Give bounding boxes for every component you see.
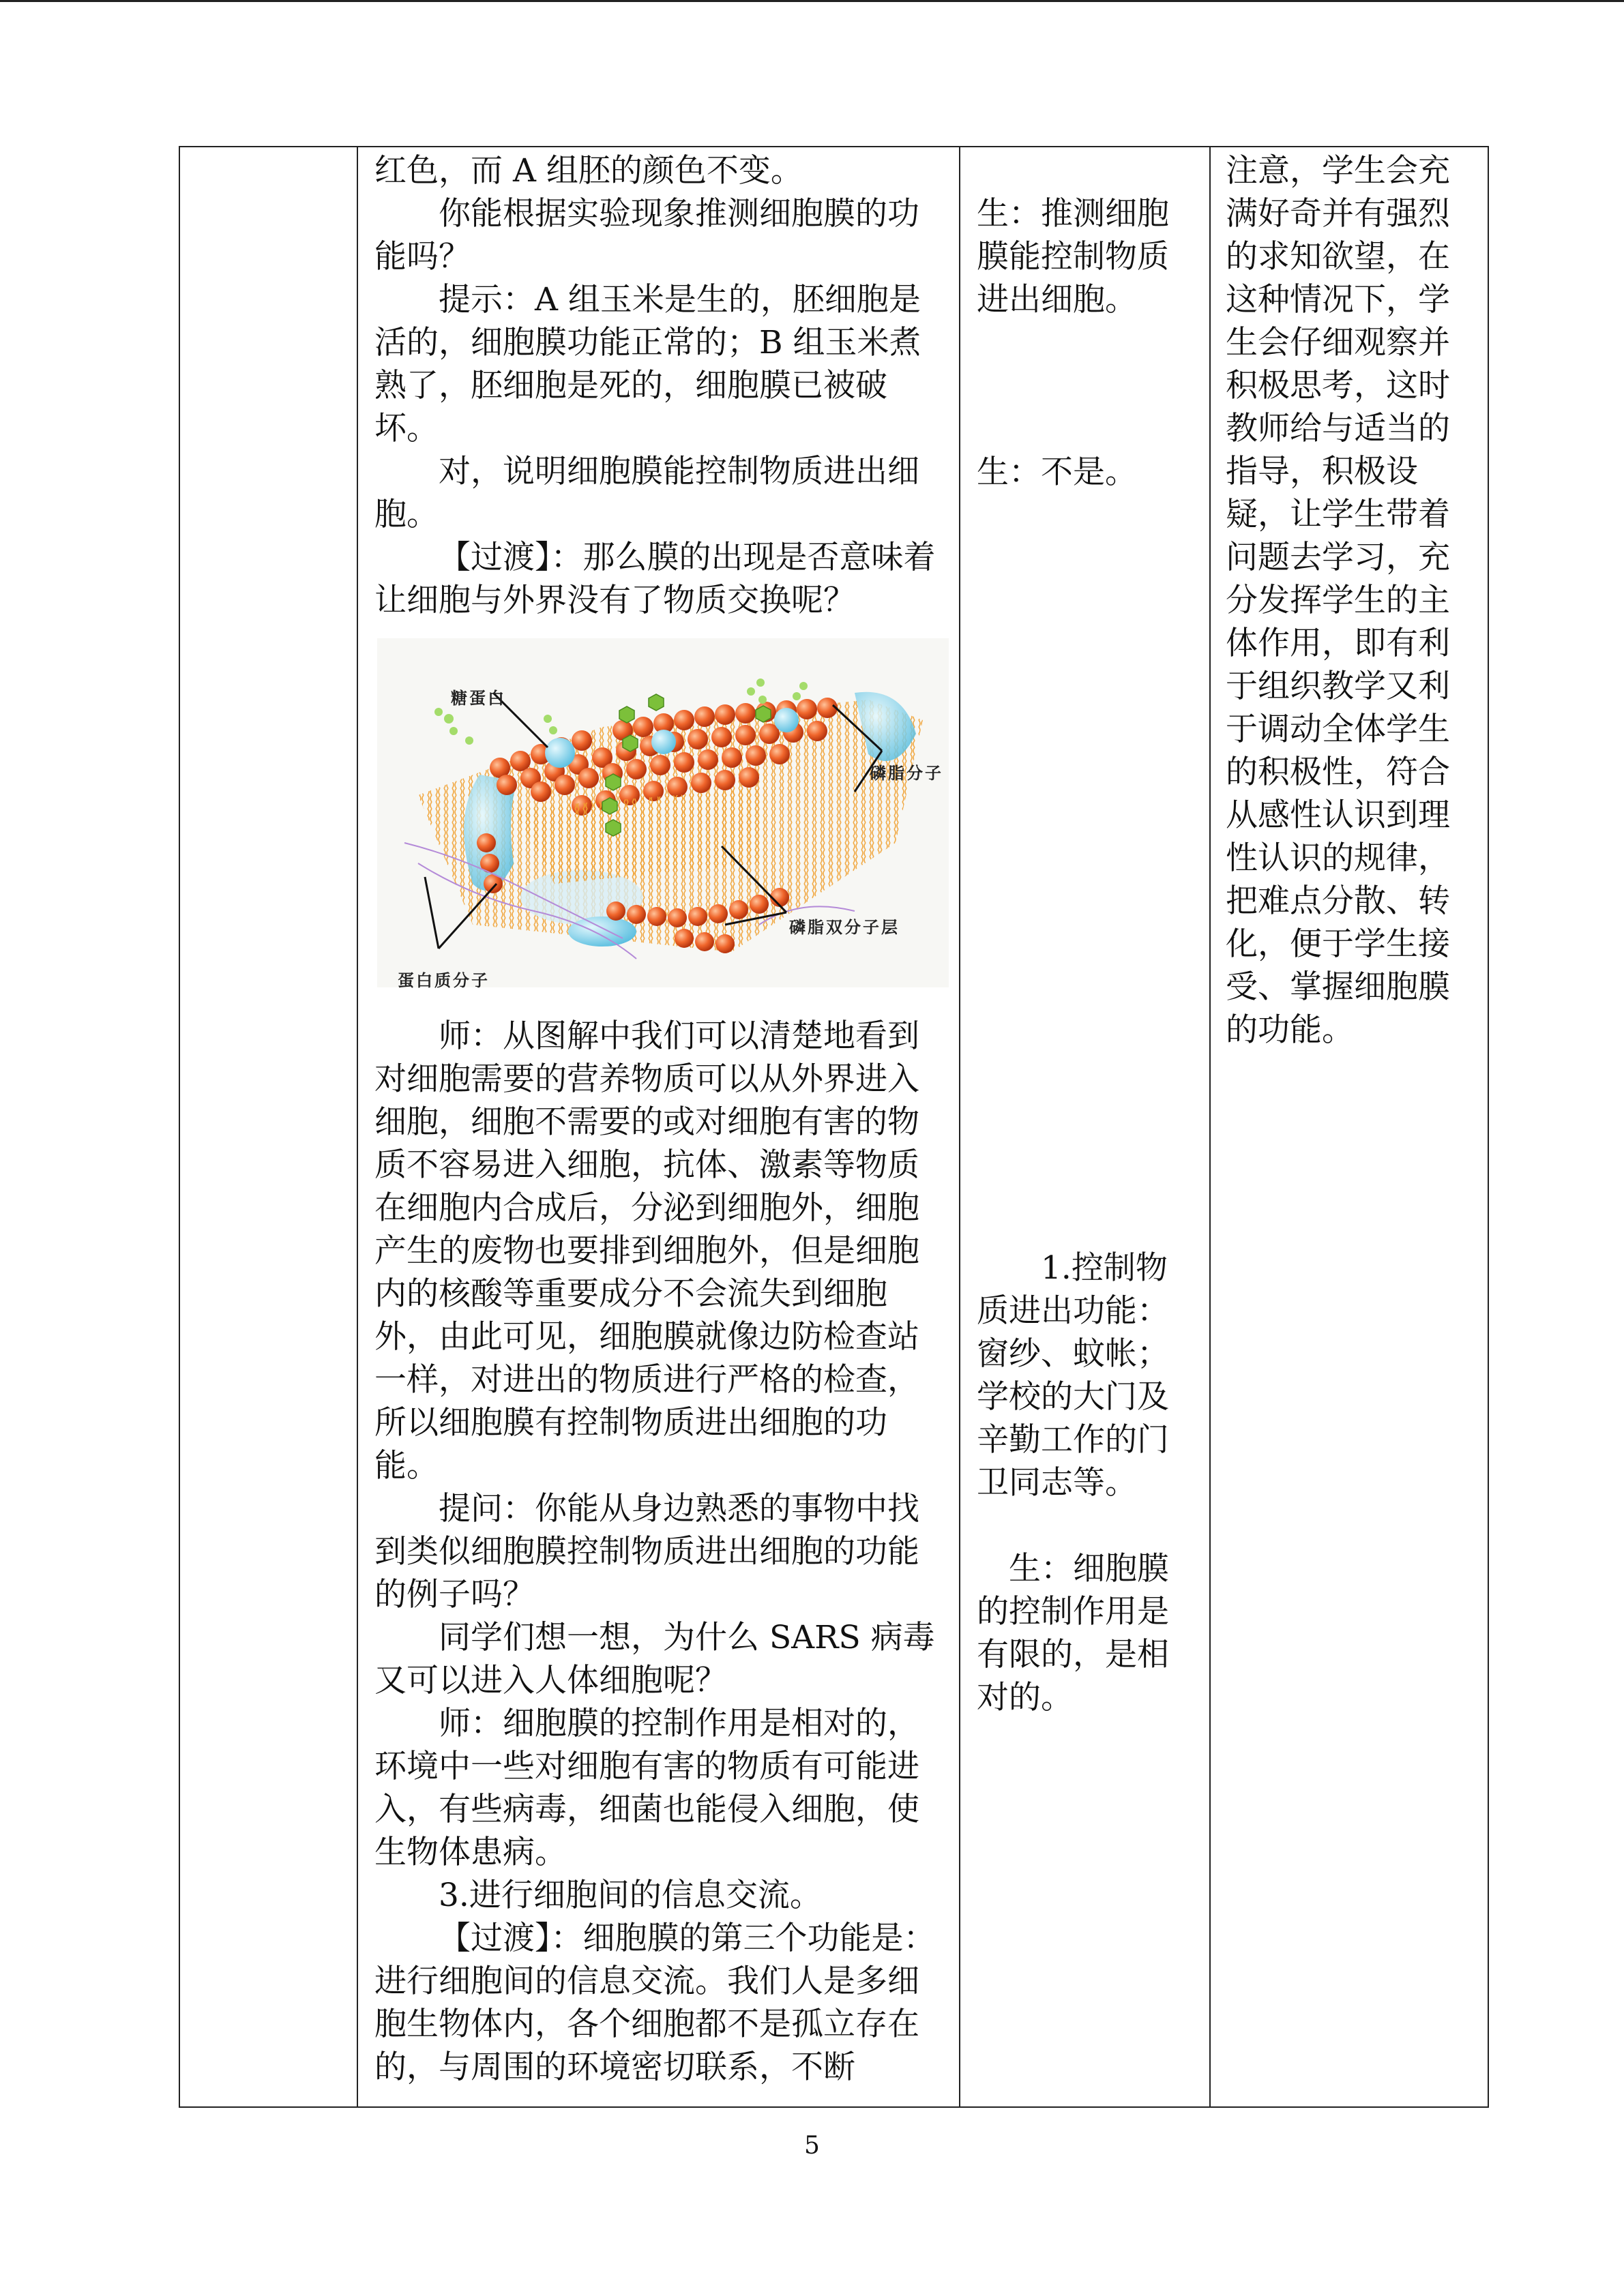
section-heading: 3.进行细胞间的信息交流。 (439, 1877, 822, 1914)
label-glycoprotein: 糖蛋白 (451, 688, 506, 708)
text-paragraph: 红色，而 A 组胚的颜色不变。 (374, 152, 803, 190)
design-intent-cell (1210, 147, 1488, 2107)
student-response: 生：细胞膜的控制作用是有限的，是相对的。 (977, 1550, 1169, 1716)
label-phospholipid-molecule: 磷脂分子 (870, 763, 943, 783)
text-paragraph: 师：从图解中我们可以清楚地看到对细胞需要的营养物质可以从外界进入细胞，细胞不需要的或对细胞有害的物质不容易进入细胞，抗体、激素等物质在细胞内合成后，分泌到细胞外，细胞产生的废物也要排到细胞外，但是细胞内的核酸等重要成分不会流失到细胞外，由此可见，细胞膜就像边防检查站一样，对进出的物质进行严格的检查，所以细胞膜有控制物质进出细胞的功能。 (374, 1017, 919, 1485)
text-paragraph: 对，说明细胞膜能控制物质进出细胞。 (374, 453, 919, 533)
label-protein-molecule: 蛋白质分子 (398, 970, 490, 990)
transition-paragraph: 【过渡】：细胞膜的第三个功能是：进行细胞间的信息交流。我们人是多细胞生物体内，各个细胞都不是孤立存在的，与周围的环境密切联系，不断 (374, 1920, 936, 2086)
student-activity-cell (960, 147, 1210, 2107)
design-intent-text: 注意，学生会充满好奇并有强烈的求知欲望，在这种情况下，学生会仔细观察并积极思考，这时教师给与适当的指导，积极设疑，让学生带着问题去学习，充分发挥学生的主体作用，即有利于组织教学又利于调动全体学生的积极性，符合从感性认识到理性认识的规律，把难点分散、转化，便于学生接受、掌握细胞膜的功能。 (1226, 152, 1450, 1049)
student-response: 1.控制物质进出功能：窗纱、蚊帐；学校的大门及辛勤工作的门卫同志等。 (977, 1249, 1169, 1502)
text-paragraph: 师：细胞膜的控制作用是相对的，环境中一些对细胞有害的物质有可能进入，有些病毒，细菌也能侵入细胞，使生物体患病。 (374, 1705, 919, 1871)
transition-paragraph: 【过渡】：那么膜的出现是否意味着让细胞与外界没有了物质交换呢？ (374, 539, 936, 619)
hint-paragraph: 提示：A 组玉米是生的，胚细胞是活的，细胞膜功能正常的；B 组玉米煮熟了，胚细胞是死的，细胞膜已被破坏。 (374, 281, 921, 447)
question-paragraph: 提问：你能从身边熟悉的事物中找到类似细胞膜控制物质进出细胞的功能的例子吗？ (374, 1490, 919, 1613)
table-row (179, 147, 1488, 2107)
lesson-plan-table (179, 146, 1489, 2108)
stage-column-cell (179, 147, 357, 2107)
cell-membrane-diagram (377, 638, 949, 990)
student-response: 生：推测细胞膜能控制物质进出细胞。 (977, 195, 1169, 318)
student-response: 生：不是。 (977, 453, 1137, 491)
page-number: 5 (804, 2132, 820, 2160)
text-paragraph: 你能根据实验现象推测细胞膜的功能吗？ (374, 195, 919, 275)
label-phospholipid-bilayer: 磷脂双分子层 (789, 917, 900, 937)
page-top-rule (0, 0, 1624, 2)
teacher-activity-cell (357, 147, 960, 2107)
text-paragraph: 同学们想一想，为什么 SARS 病毒又可以进入人体细胞呢？ (374, 1619, 935, 1699)
